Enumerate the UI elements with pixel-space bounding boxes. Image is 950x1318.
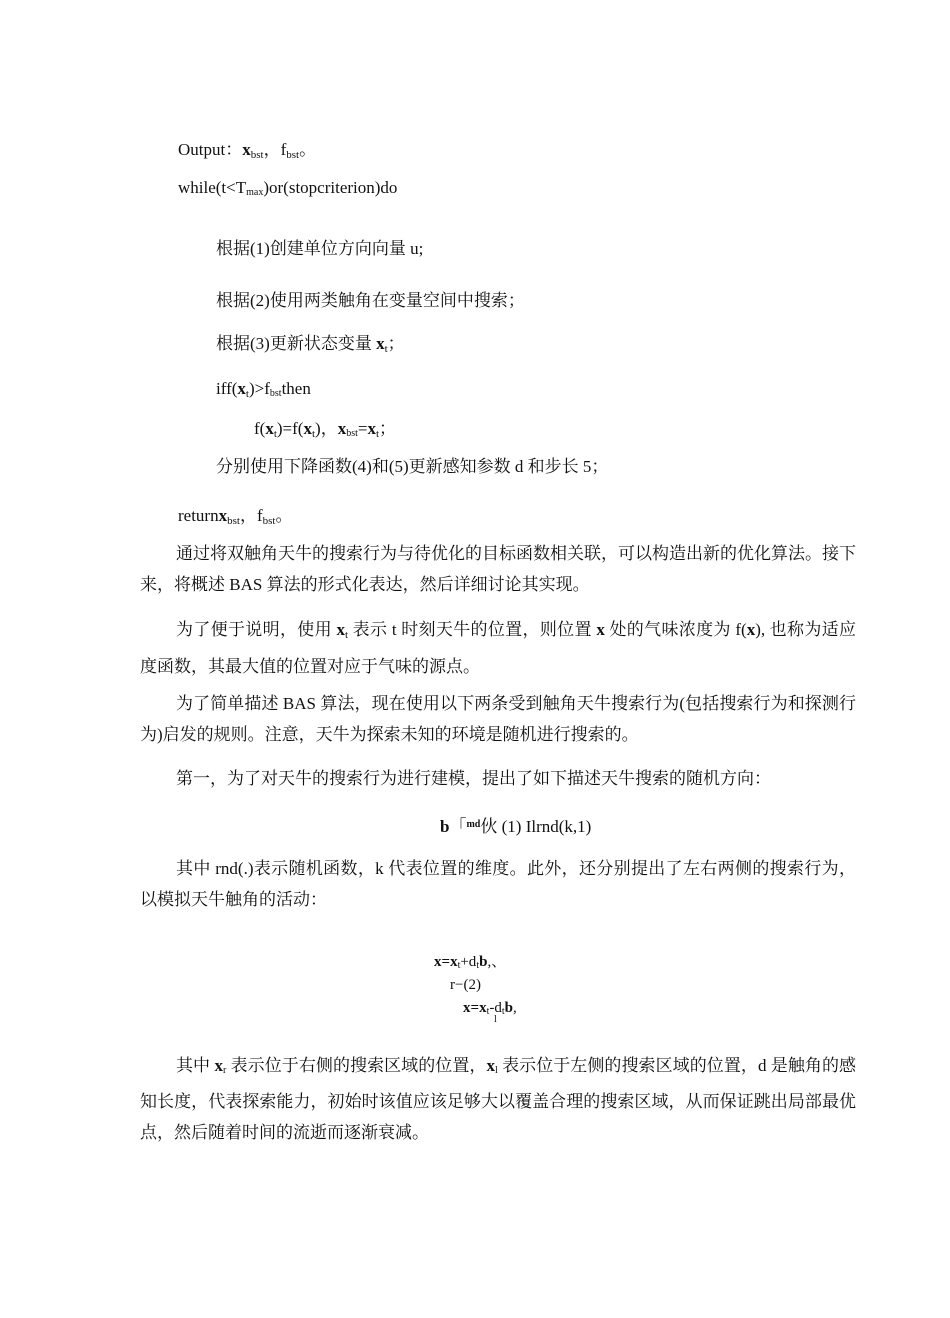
paragraph-antenna-description: 其中 xr 表示位于右侧的搜索区域的位置，xl 表示位于左侧的搜索区域的位置，d 是触角的感知长度，代表探索能力，初始时该值应该足够大以覆盖合理的搜索区域，从而保证跳出局部最优点，然后随着时间的流逝而逐渐衰减。 <box>140 1056 857 1142</box>
algo-if-line: $iff(x_t)>fbstthen$ <box>216 379 311 400</box>
algo-assign-line: $f(x_t)=f(x_t)$，$xbst=x_t$； <box>254 419 397 440</box>
algo-step3: 根据(3)更新状态变量 $x_t$； <box>216 334 405 355</box>
algo-return-line: returnx$_{bst}$，$f_{bst}$。 <box>178 506 293 527</box>
paragraph-search-rules: 为了简单描述 BAS 算法，现在使用以下两条受到触角天牛搜索行为(包括搜索行为和探测行为)启发的规则。注意，天牛为探索未知的环境是随机进行搜索的。 <box>140 694 856 744</box>
algo-step1: 根据(1)创建单位方向向量 u; <box>216 239 424 258</box>
algo-step2: 根据(2)使用两类触角在变量空间中搜索； <box>216 291 525 310</box>
equation-2-left-subscript: l <box>494 1014 497 1025</box>
equation-2-left: x=xt-dtb, <box>463 1000 517 1017</box>
paragraph-rnd-description: 其中 rnd(.)表示随机函数，k 代表位置的维度。此外，还分别提出了左右两侧的搜索行为，以模拟天牛触角的活动： <box>140 859 856 909</box>
paragraph-bas-intro: 通过将双触角天牛的搜索行为与待优化的目标函数相关联，可以构造出新的优化算法。接下来，将概述 BAS 算法的形式化表达，然后详细讨论其实现。 <box>140 544 856 594</box>
paragraph-random-direction: 第一，为了对天牛的搜索行为进行建模，提出了如下描述天牛搜索的随机方向： <box>176 769 771 788</box>
paragraph-position-definition: 为了便于说明，使用 $x_t$ 表示 t 时刻天牛的位置，则位置 x 处的气味浓度为 f(x), 也称为适应度函数，其最大值的位置对应于气味的源点。 <box>140 620 856 676</box>
algo-update-line: 分别使用下降函数(4)和(5)更新感知参数 d 和步长 5； <box>216 457 609 476</box>
equation-2-right: x=xt+dtb,、 <box>434 954 507 971</box>
algo-output-line: Output：$x_{bst}$，$f_{bst}$。 <box>178 140 317 161</box>
algo-while-line: while(t<Tmax)or(stopcriterion)do <box>178 178 398 198</box>
equation-2-number: r−(2) <box>450 977 481 993</box>
equation-1: b「$^{md}$伙 (1) Ilrnd(k,1) <box>440 817 592 836</box>
